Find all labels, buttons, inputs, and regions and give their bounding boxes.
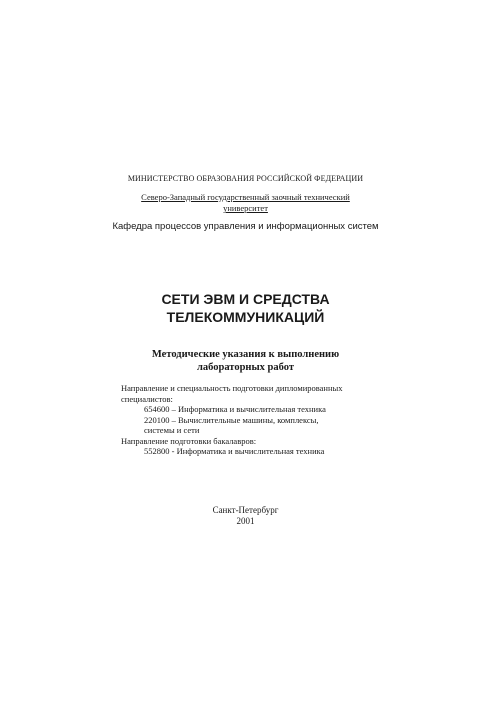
specialty-220100-line-2: системы и сети: [144, 425, 200, 435]
imprint: [0, 505, 491, 527]
university-name: [0, 192, 491, 214]
document-title: [0, 290, 491, 326]
specialty-552800: 552800 - Информатика и вычислительная техника: [144, 446, 325, 456]
document-subtitle-line-2: лабораторных работ: [196, 362, 295, 373]
university-name-line-1: Северо-Западный государственный заочный технический: [141, 192, 350, 202]
specialty-220100-line-1: 220100 – Вычислительные машины, комплексы,: [144, 414, 319, 425]
university-name-line-2: университет: [223, 203, 268, 213]
specialty-654600: 654600 – Информатика и вычислительная техника: [144, 404, 326, 414]
directions-heading-2: Направление подготовки бакалавров:: [121, 435, 257, 446]
document-subtitle: [0, 348, 491, 374]
directions-heading-1-line-2: специалистов:: [121, 393, 173, 404]
department-name: Кафедра процессов управления и информационных систем: [112, 221, 379, 232]
document-title-line-1: СЕТИ ЭВМ И СРЕДСТВА: [161, 291, 330, 307]
directions-heading-1-line-1: Направление и специальность подготовки дипломированных: [121, 383, 343, 393]
document-title-line-2: ТЕЛЕКОММУНИКАЦИЙ: [166, 309, 325, 325]
document-subtitle-line-1: Методические указания к выполнению: [151, 349, 340, 360]
imprint-year: 2001: [236, 516, 255, 526]
imprint-city: Санкт-Петербург: [212, 505, 279, 515]
directions-block: [121, 383, 343, 457]
ministry-name: МИНИСТЕРСТВО ОБРАЗОВАНИЯ РОССИЙСКОЙ ФЕДЕРАЦИИ: [127, 174, 364, 183]
